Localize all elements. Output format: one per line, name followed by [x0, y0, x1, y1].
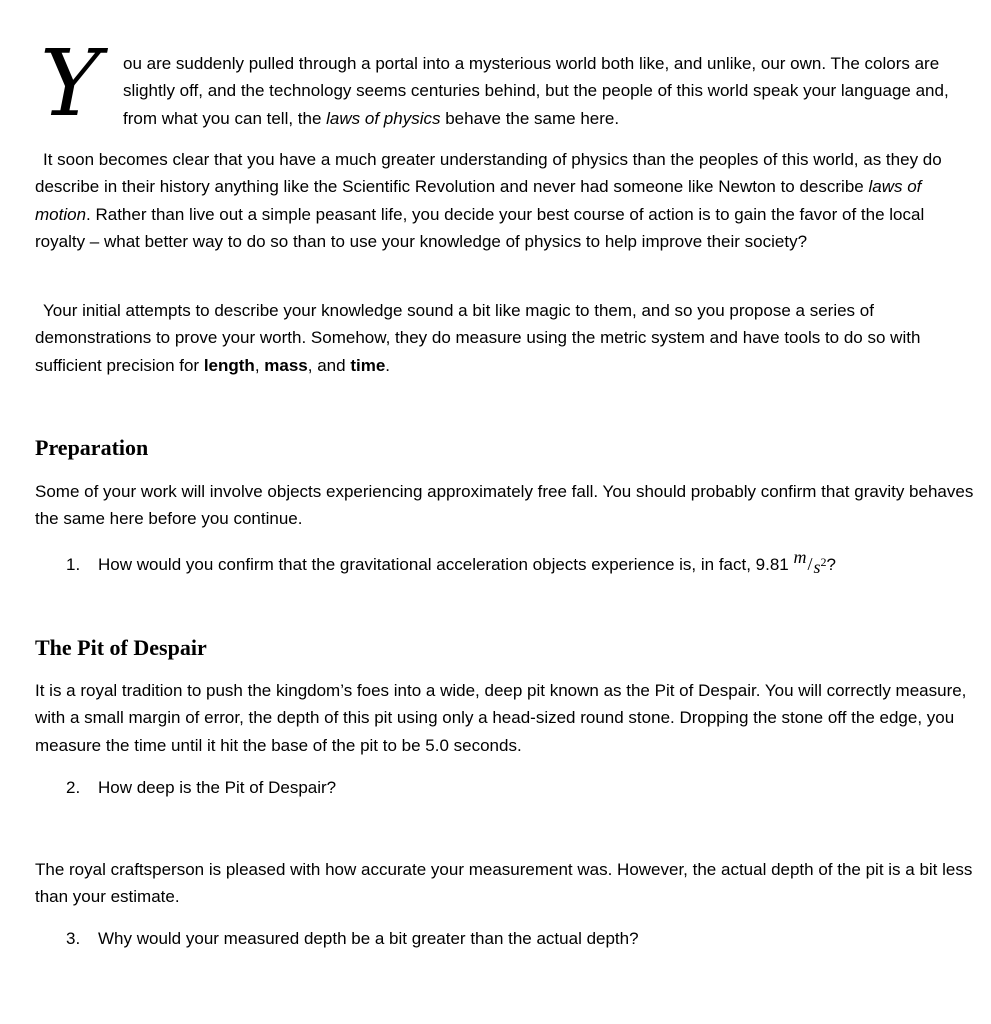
unit-meters-per-second-squared [793, 547, 827, 577]
sentence-end: . [385, 355, 391, 375]
unit-seconds: s [813, 557, 821, 577]
length-term: length [203, 355, 255, 375]
question-2-number: 2. [66, 778, 81, 797]
question-2-text: How deep is the Pit of Despair? [98, 778, 337, 797]
royal-craftsperson-paragraph: The royal craftsperson is pleased with how accurate your measurement was. However, the actual depth of the pit is a bit less than your estimate. [35, 860, 973, 907]
unit-numerator: m [793, 547, 807, 567]
laws-of-physics-phrase: laws of physics [326, 108, 441, 128]
demonstrations-text: Your initial attempts to describe your knowledge sound a bit like magic to them, and so you propose a series of demonstrations to prove your worth. Somehow, they do measure using the metric system and have tools to do so with sufficient precision for [35, 301, 921, 375]
pit-of-despair-heading: The Pit of Despair [35, 635, 207, 660]
drop-cap-letter: Y [40, 30, 101, 137]
question-3-number: 3. [66, 929, 81, 948]
time-term: time [350, 355, 386, 375]
intro-text: ou are suddenly pulled through a portal into a mysterious world both like, and unlike, our own. The colors are slightly off, and the technology seems centuries behind, but the people of this world speak your language and, from what you can tell, the [123, 54, 949, 128]
demonstrations-paragraph [35, 297, 975, 379]
understanding-paragraph [35, 146, 975, 256]
intro-paragraph [123, 50, 973, 132]
pit-paragraph: It is a royal tradition to push the kingdom’s foes into a wide, deep pit known as the Pit of Despair. You will correctly measure, with a small margin of error, the depth of this pit using only a head-sized round stone. Dropping the stone off the edge, you measure the time until it hit the base of the pit to be 5.0 seconds. [35, 681, 967, 755]
intro-text-end: behave the same here. [440, 108, 620, 128]
question-1-number: 1. [66, 555, 81, 574]
preparation-heading: Preparation [35, 435, 149, 460]
separator-and: , and [307, 355, 351, 375]
unit-slash: / [807, 554, 813, 574]
separator-comma: , [254, 355, 265, 375]
question-1-text: How would you confirm that the gravitational acceleration objects experience is, in fact, 9.81 [98, 555, 794, 574]
preparation-paragraph: Some of your work will involve objects experiencing approximately free fall. You should probably confirm that gravity behaves the same here before you continue. [35, 482, 974, 529]
understanding-text-a: It soon becomes clear that you have a much greater understanding of physics than the peoples of this world, as they do describe in their history anything like the Scientific Revolution and never had someone like Newton to describe [35, 150, 942, 197]
laws-of-motion-phrase: laws of motion [35, 177, 922, 224]
question-1 [66, 546, 966, 578]
unit-exponent: 2 [820, 555, 827, 569]
question-3 [66, 925, 966, 952]
question-2 [66, 774, 966, 801]
question-1-end: ? [826, 555, 836, 574]
unit-denominator [814, 557, 827, 577]
understanding-text-b: . Rather than live out a simple peasant life, you decide your best course of action is to gain the favor of the local royalty – what better way to do so than to use your knowledge of physics to help improve their society? [35, 204, 925, 252]
question-3-text: Why would your measured depth be a bit greater than the actual depth? [98, 929, 639, 948]
mass-term: mass [264, 355, 308, 375]
